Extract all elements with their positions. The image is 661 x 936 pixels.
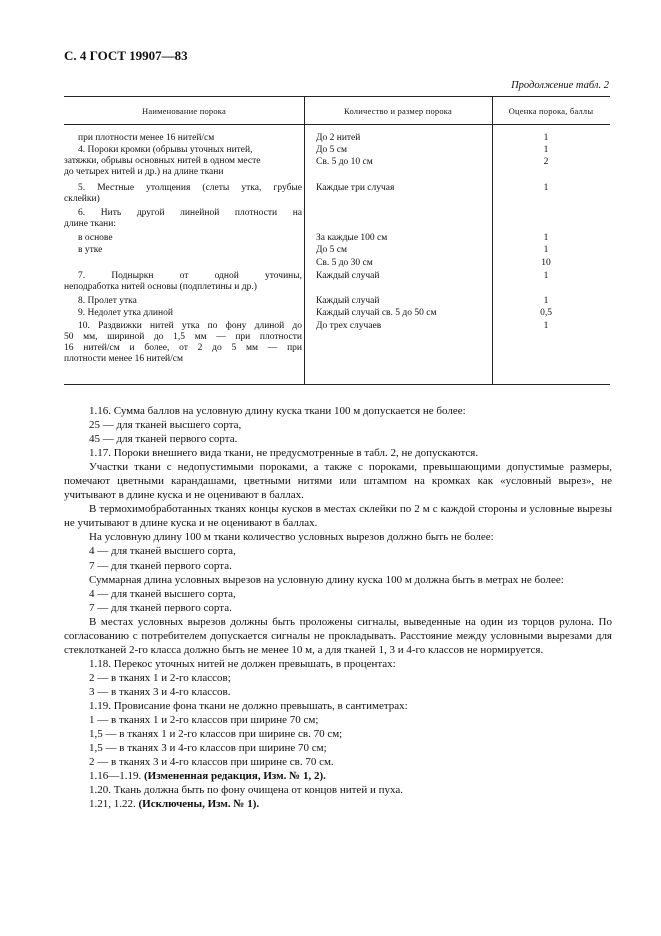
defect-name: 10. Раздвижки нитей утка по фону длиной до [78,321,302,331]
paragraph: 4 — для тканей высшего сорта, [89,587,236,600]
defect-name: 50 мм, шириной до 1,5 мм — при плотности [64,332,302,342]
defect-name: длине ткани: [64,219,116,229]
paragraph: 2 — в тканях 3 и 4-го классов при ширине св. 70 см. [89,756,334,769]
defect-name: 9. Недолет утка длиной [78,308,173,318]
paragraph: 1,5 — в тканях 1 и 2-го классов при ширине св. 70 см; [89,728,343,741]
defect-score: 1 [543,233,549,243]
defect-name: 4. Пороки кромки (обрывы уточных нитей, [78,145,253,155]
defect-quantity: До 2 нитей [316,133,361,143]
defect-name: при плотности менее 16 нитей/см [78,133,215,143]
defect-name: 8. Пролет утка [78,296,137,306]
defect-score: 1 [543,321,549,331]
defect-score: 1 [543,245,549,255]
paragraph: 1.18. Перекос уточных нитей не должен превышать, в процентах: [89,657,396,670]
amendment-text: (Исключены, Изм. № 1). [138,798,260,811]
defect-quantity: Каждый случай [316,271,380,281]
paragraph: В местах условных вырезов должны быть проложены сигналы, выведенные на один из торцов рулона. По согласованию с потребителем допускается сигналы не прокладывать. Расстояние между условными вырезами для стеклотканей 2-го класса должно быть не менее 10 м, а для тканей 1, 3 и 4-го классов не нормируется. [64,615,612,656]
defect-quantity: До 5 см [316,145,347,155]
paragraph: 7 — для тканей первого сорта. [89,601,232,614]
paragraph: 1.19. Провисание фона ткани не должно превышать, в сантиметрах: [89,699,408,712]
paragraph: Суммарная длина условных вырезов на условную длину куска 100 м должна быть в метрах не более: [89,573,564,586]
defect-name: 6. Нить другой линейной плотности на [78,208,302,218]
defect-name: до четырех нитей и др.) на длине ткани [64,167,224,177]
paragraph: 7 — для тканей первого сорта. [89,559,232,572]
defects-table [64,96,610,385]
paragraph: 1,5 — в тканях 3 и 4-го классов при ширине 70 см; [89,742,327,755]
column-header: Оценка порока, баллы [508,106,594,116]
defect-quantity: Каждый случай [316,296,380,306]
clause-ref: 1.21, 1.22. [89,798,136,811]
paragraph: На условную длину 100 м ткани количество условных вырезов должно быть не более: [89,531,494,544]
page-header: С. 4 ГОСТ 19907—83 [64,48,188,63]
defect-quantity: Каждые три случая [316,183,395,193]
header-divider [64,124,610,125]
document-body [64,404,612,811]
defect-name: склейки) [64,194,100,204]
paragraph: 45 — для тканей первого сорта. [89,433,238,446]
defect-name: неподработка нитей основы (подплетины и др.) [64,282,257,292]
defect-quantity: Св. 5 до 10 см [316,157,373,167]
defect-name: затяжки, обрывы основных нитей в одном месте [64,156,261,166]
table-continuation-label: Продолжение табл. 2 [511,80,609,91]
paragraph: 1.17. Пороки внешнего вида ткани, не предусмотренные в табл. 2, не допускаются. [89,447,479,460]
defect-name: в основе [78,233,113,243]
defect-score: 1 [543,183,549,193]
defect-score: 10 [541,258,551,268]
paragraph: 4 — для тканей высшего сорта, [89,545,236,558]
defect-score: 1 [543,145,549,155]
amendment-note [64,797,612,811]
defect-quantity: Каждый случай св. 5 до 50 см [316,308,437,318]
defect-score: 1 [543,133,549,143]
defect-score: 1 [543,271,549,281]
column-header: Наименование порока [142,106,226,116]
amendment-text: (Измененная редакция, Изм. № 1, 2). [144,770,326,783]
paragraph: 1.20. Ткань должна быть по фону очищена от концов нитей и пуха. [89,784,403,797]
defect-name: плотности менее 16 нитей/см [64,354,183,364]
defect-name: 5. Местные утолщения (слеты утка, грубые [78,183,302,193]
defect-name: 7. Подныркн от одной уточины, [78,271,302,281]
paragraph: Участки ткани с недопустимыми пороками, а также с пороками, превышающими допустимые размеры, помечают цветными карандашами, цветными нитями или штампом на кромках как «условный вырез», не учитывают в длине куска и не оценивают в баллах. [64,461,612,502]
paragraph: 3 — в тканях 3 и 4-го классов. [89,685,231,698]
clause-ref: 1.16—1.19. [89,770,142,783]
defect-quantity: До 5 см [316,245,347,255]
paragraph: 1 — в тканях 1 и 2-го классов при ширине 70 см; [89,714,319,727]
defect-name: в утке [78,245,103,255]
paragraph: 2 — в тканях 1 и 2-го классов; [89,671,231,684]
defect-name: 16 нитей/см и более, от 2 до 5 мм — при [64,343,302,353]
column-header: Количество и размер порока [344,106,452,116]
defect-score: 1 [543,296,549,306]
defect-quantity: За каждые 100 см [316,233,388,243]
paragraph: 25 — для тканей высшего сорта, [89,419,242,432]
defect-quantity: Св. 5 до 30 см [316,258,373,268]
defect-score: 0,5 [540,308,552,318]
paragraph: В термохимобработанных тканях концы кусков в местах склейки по 2 м с каждой стороны и условные вырезы не учитывают в длине куска и не оценивают в баллах. [64,503,612,530]
amendment-note [64,769,612,783]
defect-score: 2 [543,157,549,167]
paragraph: 1.16. Сумма баллов на условную длину куска ткани 100 м допускается не более: [89,405,466,417]
defect-quantity: До трех случаев [316,321,382,331]
